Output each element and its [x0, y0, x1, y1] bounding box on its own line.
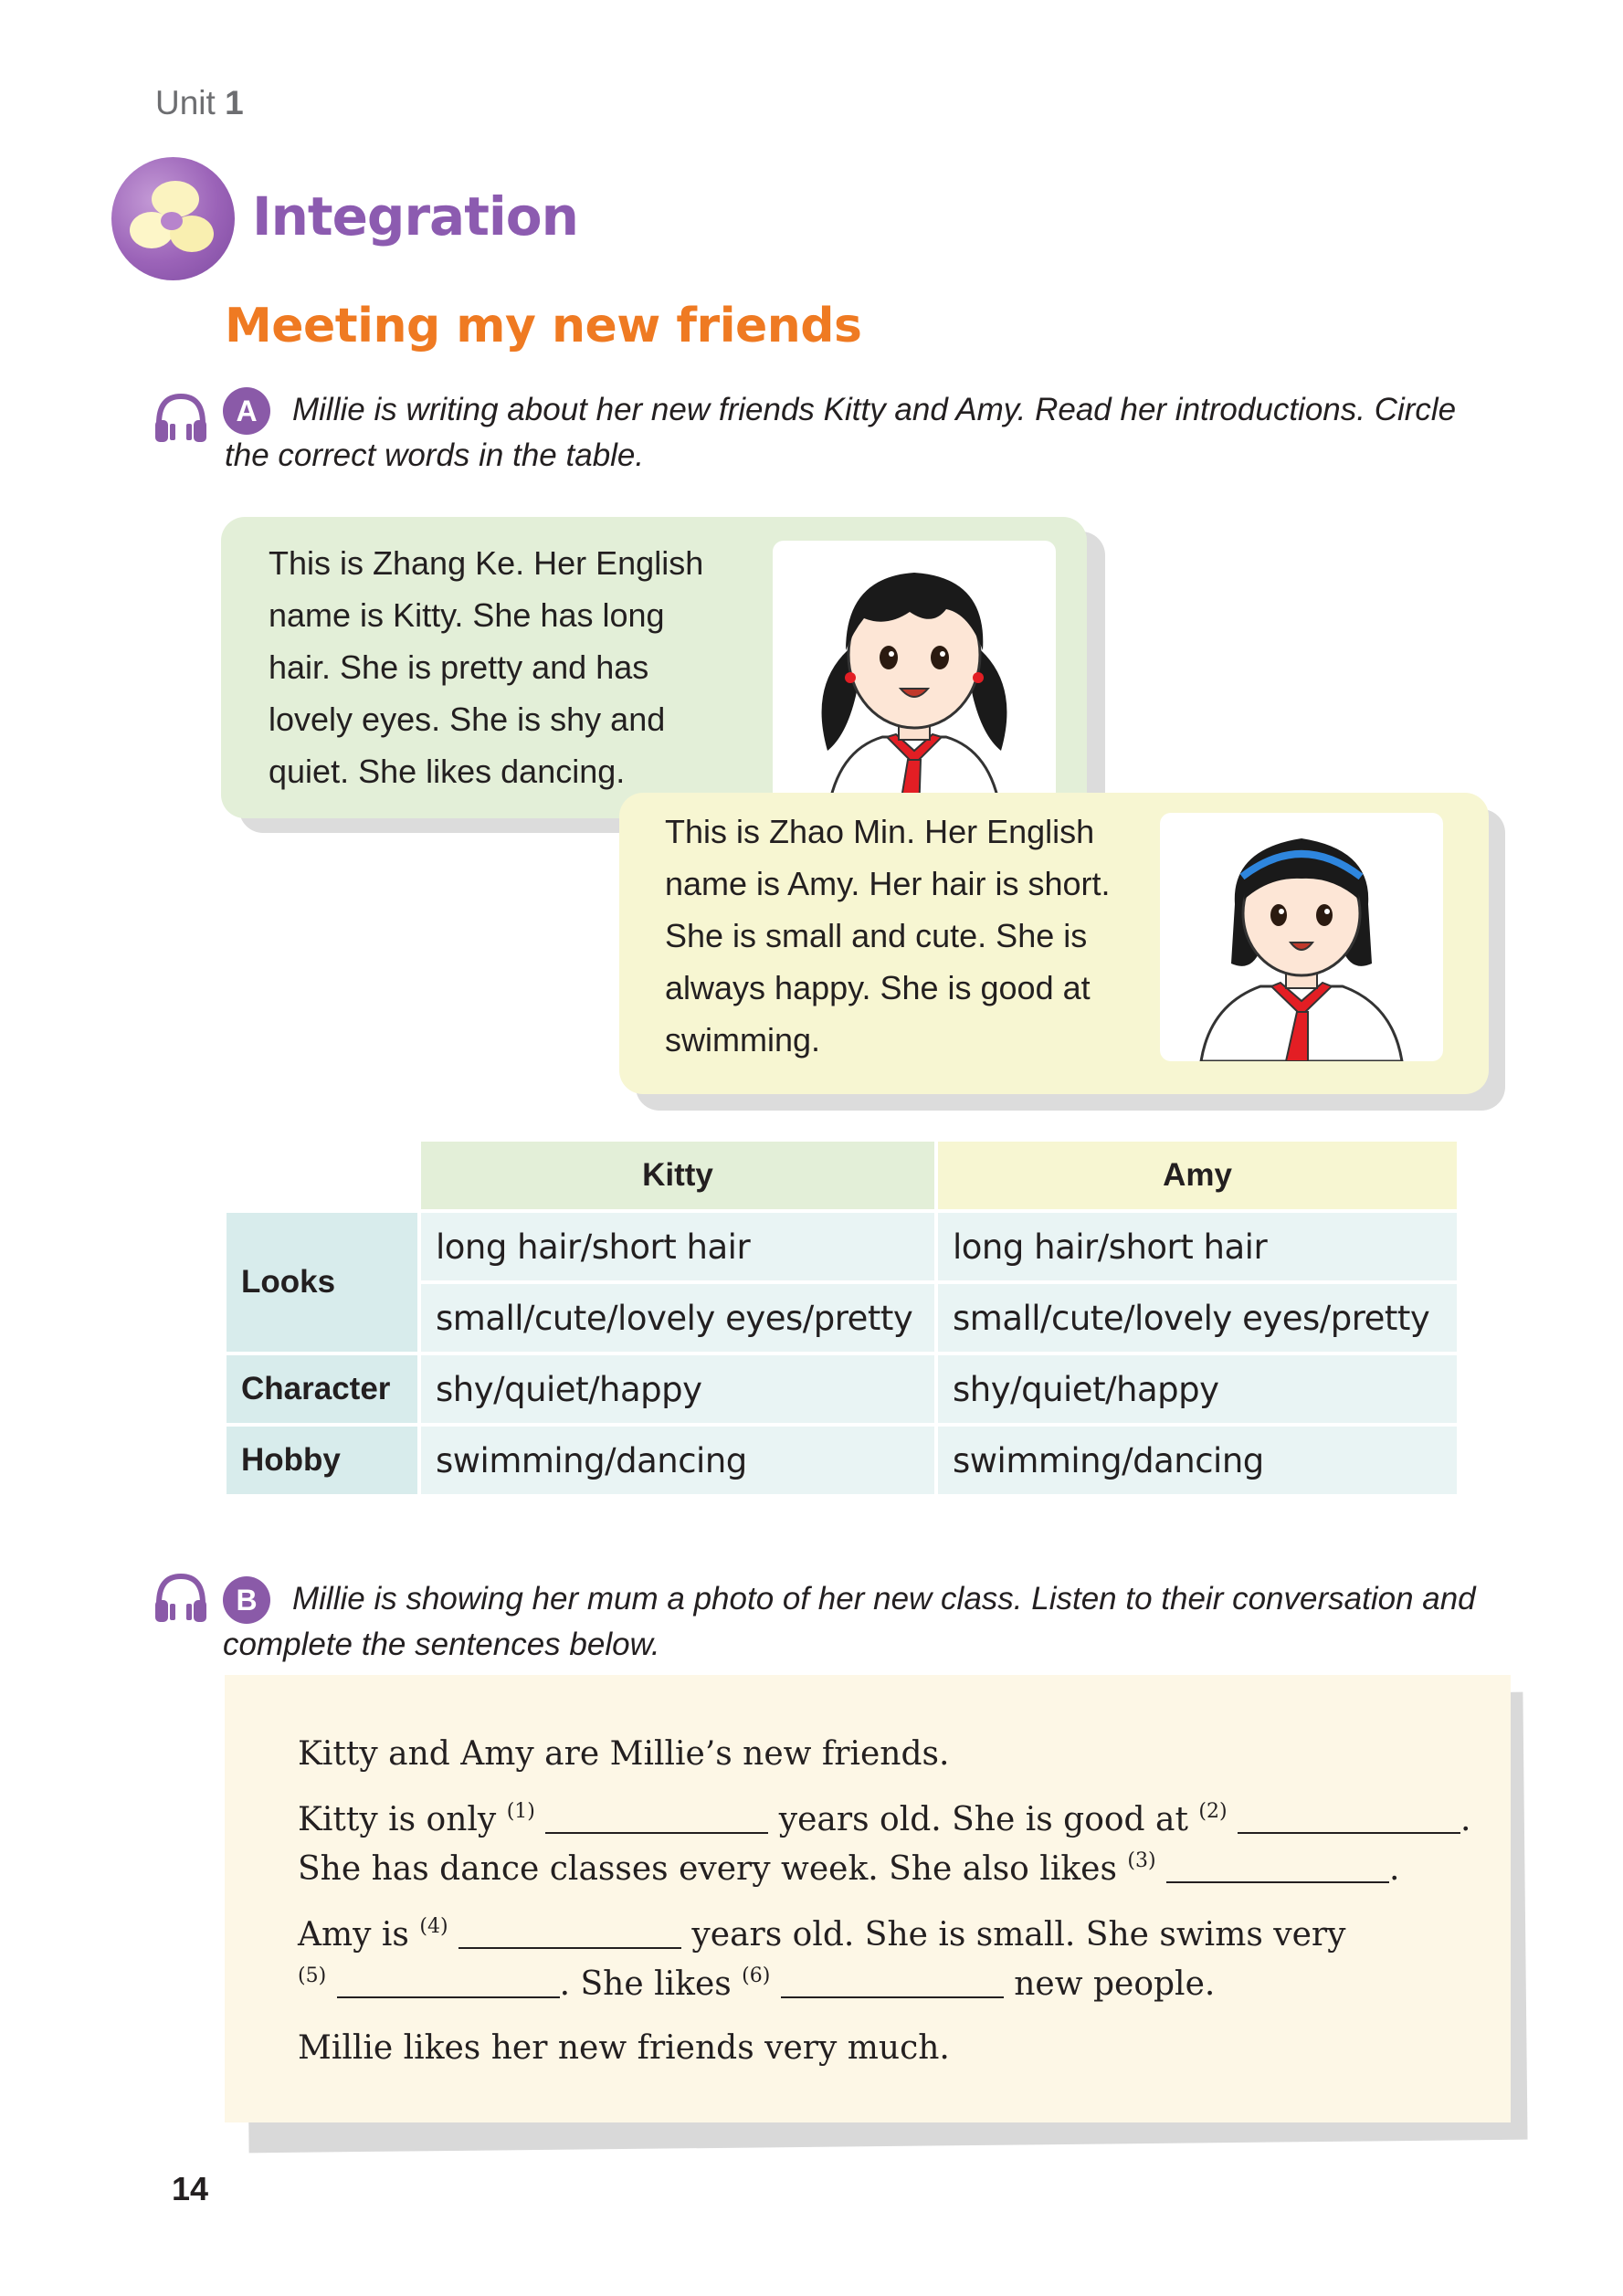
table-row [227, 1427, 1457, 1494]
part-b-instruction-line1: Millie is showing her mum a photo of her new class. Listen to their conversation and [292, 1581, 1476, 1617]
column-header-amy: Amy [938, 1142, 1457, 1209]
looks-features-kitty-options[interactable]: small/cute/lovely eyes/pretty [421, 1284, 934, 1352]
integration-icon [111, 157, 235, 280]
looks-hair-kitty-options[interactable]: long hair/short hair [421, 1213, 934, 1280]
hobby-kitty-options[interactable]: swimming/dancing [421, 1427, 934, 1494]
blank-4[interactable] [458, 1918, 681, 1949]
looks-hair-amy-options[interactable]: long hair/short hair [938, 1213, 1457, 1280]
hobby-amy-options[interactable]: swimming/dancing [938, 1427, 1457, 1494]
sentence-closing: Millie likes her new friends very much. [298, 2029, 950, 2067]
amy-card [619, 793, 1489, 1094]
part-a-instruction-line2: the correct words in the table. [225, 437, 645, 473]
kitty-portrait [773, 541, 1056, 815]
paragraph-kitty: Kitty is only $^{(1)}$ years old. She is good at $^{(2)}$ . She has dance classes every week. She also likes $^{(3)}$ . [298, 1800, 1471, 1888]
page-title: Meeting my new friends [225, 299, 862, 353]
blank-number-5: (5) [298, 1964, 327, 1987]
blank-3[interactable] [1166, 1852, 1389, 1883]
blank-number-3: (3) [1127, 1849, 1156, 1872]
blank-number-4: (4) [419, 1915, 448, 1938]
unit-word: Unit [155, 84, 216, 121]
character-amy-options[interactable]: shy/quiet/happy [938, 1355, 1457, 1423]
amy-card-text: This is Zhao Min. Her English name is Amy. Her hair is short. She is small and cute. She is always happy. She is good at swimming. [665, 813, 1111, 1058]
page-number: 14 [172, 2170, 209, 2207]
kitty-card-text: This is Zhang Ke. Her English name is Kitty. She has long hair. She is pretty and has lovely eyes. She is shy and quiet. She likes dancing. [269, 544, 704, 790]
blank-number-1: (1) [506, 1800, 535, 1823]
unit-label [155, 84, 244, 122]
part-b-instruction-line2: complete the sentences below. [223, 1627, 660, 1662]
paragraph-amy: Amy is $^{(4)}$ years old. She is small. She swims very $^{(5)}$ . She likes $^{(6)}$ new people. [298, 1915, 1346, 2003]
looks-features-amy-options[interactable]: small/cute/lovely eyes/pretty [938, 1284, 1457, 1352]
part-b-instruction [223, 1576, 1520, 1668]
blank-1[interactable] [545, 1803, 768, 1834]
part-a-instruction [225, 387, 1503, 479]
part-a-badge: A [223, 387, 270, 435]
table-row [227, 1213, 1457, 1280]
column-header-kitty: Kitty [421, 1142, 934, 1209]
sentence-intro: Kitty and Amy are Millie’s new friends. [298, 1735, 950, 1773]
blank-6[interactable] [781, 1967, 1004, 1998]
table-header-row [227, 1142, 1457, 1209]
row-header-character: Character [227, 1355, 417, 1423]
character-kitty-options[interactable]: shy/quiet/happy [421, 1355, 934, 1423]
blank-number-2: (2) [1198, 1800, 1228, 1823]
kitty-card [221, 517, 1087, 818]
amy-portrait [1160, 813, 1443, 1061]
headphones-icon[interactable] [152, 1567, 210, 1626]
headphones-icon[interactable] [152, 387, 210, 446]
row-header-looks: Looks [227, 1213, 417, 1352]
description-table [223, 1138, 1460, 1498]
table-row [227, 1355, 1457, 1423]
blank-2[interactable] [1238, 1803, 1460, 1834]
blank-5[interactable] [337, 1967, 560, 1998]
section-label: Integration [252, 185, 578, 248]
unit-number: 1 [225, 84, 244, 121]
row-header-hobby: Hobby [227, 1427, 417, 1494]
part-a-instruction-line1: Millie is writing about her new friends Kitty and Amy. Read her introductions. Circle [292, 392, 1457, 427]
blank-number-6: (6) [742, 1964, 771, 1987]
part-b-badge: B [223, 1576, 270, 1624]
